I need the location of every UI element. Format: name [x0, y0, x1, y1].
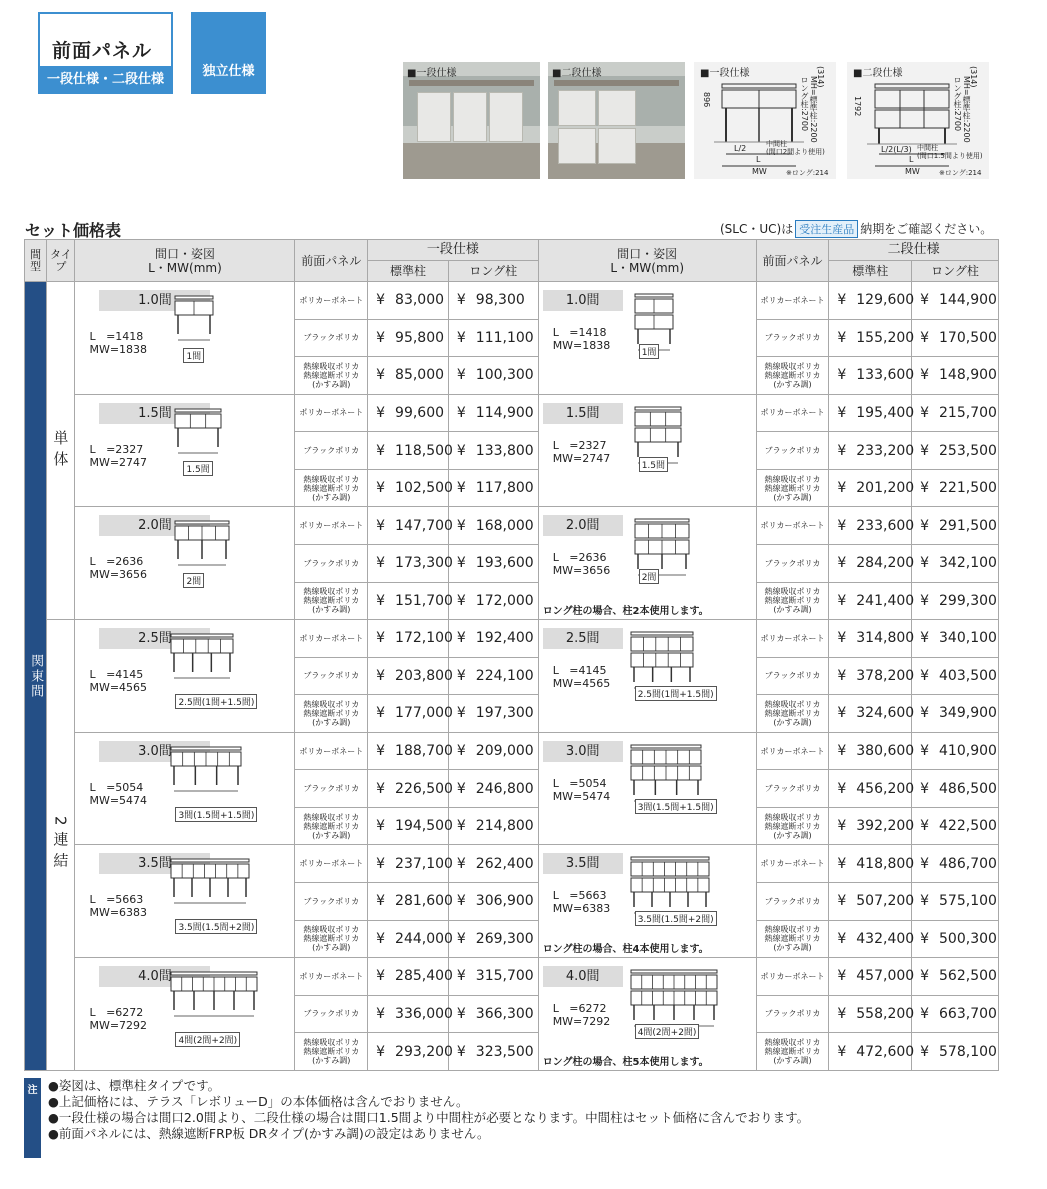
type-single: 単体 [47, 282, 75, 620]
size-label: 1.0間 [543, 290, 623, 311]
diagram-ichidan-l2: L/2 [734, 144, 747, 153]
diagram-nidan-l2: L/2(L/3) [881, 145, 912, 154]
dimensions: L =6272 MW=7292 [89, 1006, 148, 1033]
panel-type: ポリカーボネート [295, 282, 368, 320]
price-ichidan-standard: ¥ 281,600 [368, 883, 449, 921]
panel-type: ポリカーボネート [295, 620, 368, 658]
price-ichidan-long: ¥ 98,300 [448, 282, 538, 320]
price-nidan-long: ¥ 349,900 [912, 695, 999, 733]
photo-ichidan-caption: ■一段仕様 [407, 68, 457, 79]
panel-type: ポリカーボネート [756, 958, 829, 996]
diagram-ichidan-caption: ■一段仕様 [700, 68, 750, 79]
notice-prefix: (SLC・UC)は [720, 222, 794, 236]
dimensions: L =4145 MW=4565 [552, 664, 611, 691]
price-ichidan-long: ¥ 323,500 [448, 1033, 538, 1071]
panel-type: ブラックポリカ [756, 770, 829, 808]
size-label: 3.0間 [543, 741, 623, 762]
figure-nidan [538, 958, 756, 1071]
price-nidan-long: ¥ 291,500 [912, 507, 999, 545]
panel-type: 熱線吸収ポリカ 熱線遮断ポリカ (かすみ調) [295, 695, 368, 733]
price-nidan-standard: ¥ 457,000 [829, 958, 912, 996]
header-panel-2: 前面パネル [756, 240, 829, 282]
price-ichidan-long: ¥ 117,800 [448, 469, 538, 507]
elevation-figure [173, 407, 229, 465]
header-long-2: ロング柱 [912, 261, 999, 282]
panel-type: ブラックポリカ [756, 657, 829, 695]
header-standard-2: 標準柱 [829, 261, 912, 282]
diagram-ichidan-long: ※ロング:214 [786, 169, 829, 177]
price-ichidan-standard: ¥ 188,700 [368, 732, 449, 770]
price-nidan-long: ¥ 403,500 [912, 657, 999, 695]
note-item: ●一段仕様の場合は間口2.0間より、二段仕様の場合は間口1.5間より中間柱が必要となります。中間柱はセット価格に含んでおります。 [48, 1110, 810, 1125]
price-row [25, 845, 999, 883]
panel-type: ポリカーボネート [756, 620, 829, 658]
header-standard-1: 標準柱 [368, 261, 449, 282]
diagram-nidan-long: ※ロング:214 [939, 169, 982, 177]
figure-nidan [538, 732, 756, 845]
figure-ichidan [75, 620, 295, 733]
header-title: 前面パネル [52, 40, 153, 62]
dimensions: L =2327 MW=2747 [552, 438, 611, 465]
price-ichidan-standard: ¥ 244,000 [368, 920, 449, 958]
figure-nidan [538, 282, 756, 395]
panel-type: ポリカーボネート [756, 282, 829, 320]
price-nidan-long: ¥ 422,500 [912, 807, 999, 845]
elevation-figure [169, 632, 241, 690]
panel-type: ブラックポリカ [295, 770, 368, 808]
panel-type: 熱線吸収ポリカ 熱線遮断ポリカ (かすみ調) [756, 695, 829, 733]
price-ichidan-standard: ¥ 83,000 [368, 282, 449, 320]
diagram-ichidan-l: L [756, 155, 761, 164]
diagram-nidan-l: L [909, 155, 914, 164]
panel-type: ブラックポリカ [756, 995, 829, 1033]
photo-ichidan [403, 62, 540, 179]
panel-type: 熱線吸収ポリカ 熱線遮断ポリカ (かすみ調) [756, 357, 829, 395]
photo-nidan-caption: ■二段仕様 [552, 68, 602, 79]
price-ichidan-standard: ¥ 118,500 [368, 432, 449, 470]
panel-type: 熱線吸収ポリカ 熱線遮断ポリカ (かすみ調) [756, 920, 829, 958]
panel-type: 熱線吸収ポリカ 熱線遮断ポリカ (かすみ調) [295, 357, 368, 395]
panel-type: 熱線吸収ポリカ 熱線遮断ポリカ (かすみ調) [756, 807, 829, 845]
price-ichidan-standard: ¥ 173,300 [368, 544, 449, 582]
price-ichidan-long: ¥ 100,300 [448, 357, 538, 395]
span-label: 2.5間(1間+1.5間) [635, 686, 717, 701]
price-ichidan-standard: ¥ 226,500 [368, 770, 449, 808]
diagram-nidan-height: 1792 [853, 96, 862, 117]
elevation-figure [173, 519, 237, 577]
dimensions: L =5663 MW=6383 [552, 889, 611, 916]
size-label: 3.5間 [543, 853, 623, 874]
figure-nidan [538, 507, 756, 620]
panel-type: 熱線吸収ポリカ 熱線遮断ポリカ (かすみ調) [295, 1033, 368, 1071]
header-maguchi-1: 間口・姿図 L・MW(mm) [75, 240, 295, 282]
price-nidan-standard: ¥ 233,600 [829, 507, 912, 545]
elevation-figure [169, 745, 249, 803]
katagata-kantoma: 関東間 [25, 282, 47, 1071]
diagram-nidan-mid: 中間柱 (間口1.5間より使用) [917, 144, 983, 160]
header-independent: 独立仕様 [191, 12, 266, 94]
dimensions: L =6272 MW=7292 [552, 1002, 611, 1029]
price-ichidan-long: ¥ 269,300 [448, 920, 538, 958]
dimensions: L =2636 MW=3656 [552, 551, 611, 578]
panel-type: 熱線吸収ポリカ 熱線遮断ポリカ (かすみ調) [295, 469, 368, 507]
price-row [25, 282, 999, 320]
diagram-ichidan [694, 62, 836, 179]
diagram-nidan-mh: MH=標準柱:2200 ロング柱:2700 [953, 76, 971, 143]
price-nidan-standard: ¥ 314,800 [829, 620, 912, 658]
price-ichidan-long: ¥ 366,300 [448, 995, 538, 1033]
panel-type: ブラックポリカ [295, 995, 368, 1033]
note-item: ●姿図は、標準柱タイプです。 [48, 1078, 221, 1093]
dimensions: L =1418 MW=1838 [89, 330, 148, 356]
price-nidan-long: ¥ 342,100 [912, 544, 999, 582]
price-ichidan-standard: ¥ 147,700 [368, 507, 449, 545]
price-ichidan-long: ¥ 168,000 [448, 507, 538, 545]
price-ichidan-long: ¥ 224,100 [448, 657, 538, 695]
header-subtitle: 一段仕様・二段仕様 [40, 66, 171, 94]
span-label: 3.5間(1.5間+2間) [175, 919, 257, 934]
span-label: 3.5間(1.5間+2間) [635, 911, 717, 926]
span-label: 4間(2間+2間) [175, 1032, 240, 1047]
diagram-nidan-314: (314) [969, 66, 978, 88]
price-nidan-standard: ¥ 392,200 [829, 807, 912, 845]
header-maguchi-2: 間口・姿図 L・MW(mm) [538, 240, 756, 282]
figure-nidan [538, 394, 756, 507]
dimensions: L =5054 MW=5474 [89, 780, 148, 807]
dimensions: L =5663 MW=6383 [89, 893, 148, 920]
size-label: 2.5間 [99, 628, 210, 649]
long-post-note: ロング柱の場合、柱5本使用します。 [542, 1057, 709, 1068]
price-ichidan-long: ¥ 172,000 [448, 582, 538, 620]
notes-list [48, 1078, 809, 1142]
price-ichidan-long: ¥ 246,800 [448, 770, 538, 808]
type-double: 2連結 [47, 620, 75, 1071]
order-notice [720, 220, 992, 238]
dimensions: L =2636 MW=3656 [89, 555, 148, 582]
header-long-1: ロング柱 [448, 261, 538, 282]
price-nidan-standard: ¥ 133,600 [829, 357, 912, 395]
span-label: 3間(1.5間+1.5間) [175, 807, 257, 822]
price-nidan-standard: ¥ 324,600 [829, 695, 912, 733]
span-label: 1間 [183, 348, 204, 363]
panel-type: 熱線吸収ポリカ 熱線遮断ポリカ (かすみ調) [295, 807, 368, 845]
size-label: 4.0間 [543, 966, 623, 987]
price-nidan-long: ¥ 340,100 [912, 620, 999, 658]
panel-type: ブラックポリカ [756, 319, 829, 357]
dimensions: L =4145 MW=4565 [89, 668, 148, 695]
long-post-note: ロング柱の場合、柱4本使用します。 [542, 944, 709, 956]
panel-type: ブラックポリカ [756, 432, 829, 470]
price-nidan-standard: ¥ 155,200 [829, 319, 912, 357]
price-table-body [25, 282, 999, 1071]
price-ichidan-standard: ¥ 95,800 [368, 319, 449, 357]
figure-ichidan [75, 507, 295, 620]
price-nidan-standard: ¥ 507,200 [829, 883, 912, 921]
price-ichidan-standard: ¥ 293,200 [368, 1033, 449, 1071]
price-nidan-long: ¥ 410,900 [912, 732, 999, 770]
panel-type: ポリカーボネート [756, 507, 829, 545]
elevation-figure [169, 857, 257, 915]
panel-type: ポリカーボネート [295, 394, 368, 432]
price-nidan-standard: ¥ 241,400 [829, 582, 912, 620]
panel-type: ブラックポリカ [295, 544, 368, 582]
header-katagata: 間型 [25, 240, 47, 282]
dimensions: L =1418 MW=1838 [552, 326, 611, 352]
price-ichidan-standard: ¥ 177,000 [368, 695, 449, 733]
price-ichidan-standard: ¥ 285,400 [368, 958, 449, 996]
price-ichidan-standard: ¥ 203,800 [368, 657, 449, 695]
span-label: 1間 [639, 344, 660, 359]
price-nidan-long: ¥ 486,500 [912, 770, 999, 808]
notice-suffix: 納期をご確認ください。 [860, 222, 993, 236]
size-label: 4.0間 [99, 966, 210, 987]
panel-type: 熱線吸収ポリカ 熱線遮断ポリカ (かすみ調) [295, 582, 368, 620]
price-nidan-long: ¥ 170,500 [912, 319, 999, 357]
price-row [25, 732, 999, 770]
panel-type: ポリカーボネート [295, 958, 368, 996]
panel-type: ブラックポリカ [295, 883, 368, 921]
panel-type: 熱線吸収ポリカ 熱線遮断ポリカ (かすみ調) [756, 582, 829, 620]
price-nidan-long: ¥ 562,500 [912, 958, 999, 996]
panel-type: ポリカーボネート [756, 394, 829, 432]
long-post-note: ロング柱の場合、柱2本使用します。 [542, 606, 709, 618]
price-nidan-standard: ¥ 129,600 [829, 282, 912, 320]
size-label: 3.0間 [99, 741, 210, 762]
price-nidan-long: ¥ 575,100 [912, 883, 999, 921]
size-label: 1.5間 [99, 403, 210, 424]
section-title: セット価格表 [25, 221, 122, 240]
panel-type: 熱線吸収ポリカ 熱線遮断ポリカ (かすみ調) [295, 920, 368, 958]
header-type: タイプ [47, 240, 75, 282]
panel-type: ブラックポリカ [295, 657, 368, 695]
span-label: 2間 [183, 573, 204, 588]
price-nidan-long: ¥ 148,900 [912, 357, 999, 395]
figure-ichidan [75, 958, 295, 1071]
size-label: 3.5間 [99, 853, 210, 874]
diagram-nidan-caption: ■二段仕様 [853, 68, 903, 79]
size-label: 2.0間 [99, 515, 210, 536]
size-label: 2.0間 [543, 515, 623, 536]
figure-nidan [538, 845, 756, 958]
price-ichidan-long: ¥ 306,900 [448, 883, 538, 921]
diagram-nidan-mw: MW [905, 167, 920, 176]
header-panel-1: 前面パネル [295, 240, 368, 282]
price-ichidan-standard: ¥ 237,100 [368, 845, 449, 883]
price-nidan-standard: ¥ 201,200 [829, 469, 912, 507]
header-front-panel [38, 12, 173, 94]
size-label: 2.5間 [543, 628, 623, 649]
price-ichidan-standard: ¥ 102,500 [368, 469, 449, 507]
price-ichidan-long: ¥ 262,400 [448, 845, 538, 883]
figure-ichidan [75, 845, 295, 958]
span-label: 1.5間 [639, 457, 668, 472]
figure-ichidan [75, 732, 295, 845]
price-ichidan-standard: ¥ 172,100 [368, 620, 449, 658]
span-label: 4間(2間+2間) [635, 1024, 700, 1039]
price-ichidan-standard: ¥ 99,600 [368, 394, 449, 432]
elevation-figure [173, 294, 221, 352]
dimensions: L =2327 MW=2747 [89, 442, 148, 469]
price-ichidan-standard: ¥ 85,000 [368, 357, 449, 395]
price-ichidan-standard: ¥ 336,000 [368, 995, 449, 1033]
price-row [25, 507, 999, 545]
price-nidan-standard: ¥ 472,600 [829, 1033, 912, 1071]
price-nidan-long: ¥ 215,700 [912, 394, 999, 432]
made-to-order-tag: 受注生産品 [795, 220, 858, 238]
diagram-ichidan-mh: MH=標準柱:2200 ロング柱:2700 [800, 76, 818, 143]
figure-ichidan [75, 282, 295, 395]
panel-type: ポリカーボネート [756, 845, 829, 883]
diagram-ichidan-314: (314) [816, 66, 825, 88]
price-ichidan-long: ¥ 197,300 [448, 695, 538, 733]
price-nidan-standard: ¥ 380,600 [829, 732, 912, 770]
price-nidan-standard: ¥ 558,200 [829, 995, 912, 1033]
price-ichidan-standard: ¥ 194,500 [368, 807, 449, 845]
span-label: 1.5間 [183, 461, 212, 476]
price-nidan-long: ¥ 221,500 [912, 469, 999, 507]
note-item: ●前面パネルには、熱線遮断FRP板 DRタイプ(かすみ調)の設定はありません。 [48, 1126, 490, 1141]
header-ichidan: 一段仕様 [368, 240, 539, 261]
price-ichidan-long: ¥ 192,400 [448, 620, 538, 658]
header-nidan: 二段仕様 [829, 240, 999, 261]
price-ichidan-long: ¥ 315,700 [448, 958, 538, 996]
price-nidan-standard: ¥ 418,800 [829, 845, 912, 883]
span-label: 3間(1.5間+1.5間) [635, 799, 717, 814]
diagram-nidan [847, 62, 989, 179]
price-ichidan-long: ¥ 214,800 [448, 807, 538, 845]
price-ichidan-standard: ¥ 151,700 [368, 582, 449, 620]
price-nidan-standard: ¥ 432,400 [829, 920, 912, 958]
price-nidan-long: ¥ 663,700 [912, 995, 999, 1033]
panel-type: ポリカーボネート [295, 845, 368, 883]
price-nidan-long: ¥ 500,300 [912, 920, 999, 958]
figure-nidan [538, 620, 756, 733]
price-row [25, 620, 999, 658]
elevation-figure [169, 970, 265, 1028]
panel-type: ポリカーボネート [295, 732, 368, 770]
price-nidan-long: ¥ 253,500 [912, 432, 999, 470]
figure-ichidan [75, 394, 295, 507]
price-nidan-standard: ¥ 378,200 [829, 657, 912, 695]
price-nidan-standard: ¥ 284,200 [829, 544, 912, 582]
price-nidan-long: ¥ 578,100 [912, 1033, 999, 1071]
span-label: 2.5間(1間+1.5間) [175, 694, 257, 709]
panel-type: ブラックポリカ [295, 432, 368, 470]
price-nidan-standard: ¥ 233,200 [829, 432, 912, 470]
price-ichidan-long: ¥ 209,000 [448, 732, 538, 770]
price-row [25, 394, 999, 432]
panel-type: ポリカーボネート [295, 507, 368, 545]
panel-type: 熱線吸収ポリカ 熱線遮断ポリカ (かすみ調) [756, 469, 829, 507]
panel-type: ブラックポリカ [756, 883, 829, 921]
dimensions: L =5054 MW=5474 [552, 776, 611, 803]
notes-label: 注 [24, 1078, 41, 1158]
note-item: ●上記価格には、テラス「レボリューD」の本体価格は含んでおりません。 [48, 1094, 469, 1109]
diagram-ichidan-height: 896 [702, 92, 711, 108]
price-nidan-long: ¥ 486,700 [912, 845, 999, 883]
diagram-ichidan-mw: MW [752, 167, 767, 176]
price-nidan-standard: ¥ 456,200 [829, 770, 912, 808]
price-ichidan-long: ¥ 111,100 [448, 319, 538, 357]
span-label: 2間 [639, 569, 660, 584]
price-ichidan-long: ¥ 133,800 [448, 432, 538, 470]
size-label: 1.5間 [543, 403, 623, 424]
panel-type: ブラックポリカ [756, 544, 829, 582]
price-row [25, 958, 999, 996]
price-ichidan-long: ¥ 114,900 [448, 394, 538, 432]
price-ichidan-long: ¥ 193,600 [448, 544, 538, 582]
size-label: 1.0間 [99, 290, 210, 311]
panel-type: ブラックポリカ [295, 319, 368, 357]
diagram-ichidan-mid: 中間柱 (間口2間より使用) [766, 140, 825, 156]
panel-type: ポリカーボネート [756, 732, 829, 770]
price-nidan-long: ¥ 144,900 [912, 282, 999, 320]
price-nidan-standard: ¥ 195,400 [829, 394, 912, 432]
panel-type: 熱線吸収ポリカ 熱線遮断ポリカ (かすみ調) [756, 1033, 829, 1071]
price-table [24, 239, 999, 1071]
photo-nidan [548, 62, 685, 179]
price-nidan-long: ¥ 299,300 [912, 582, 999, 620]
